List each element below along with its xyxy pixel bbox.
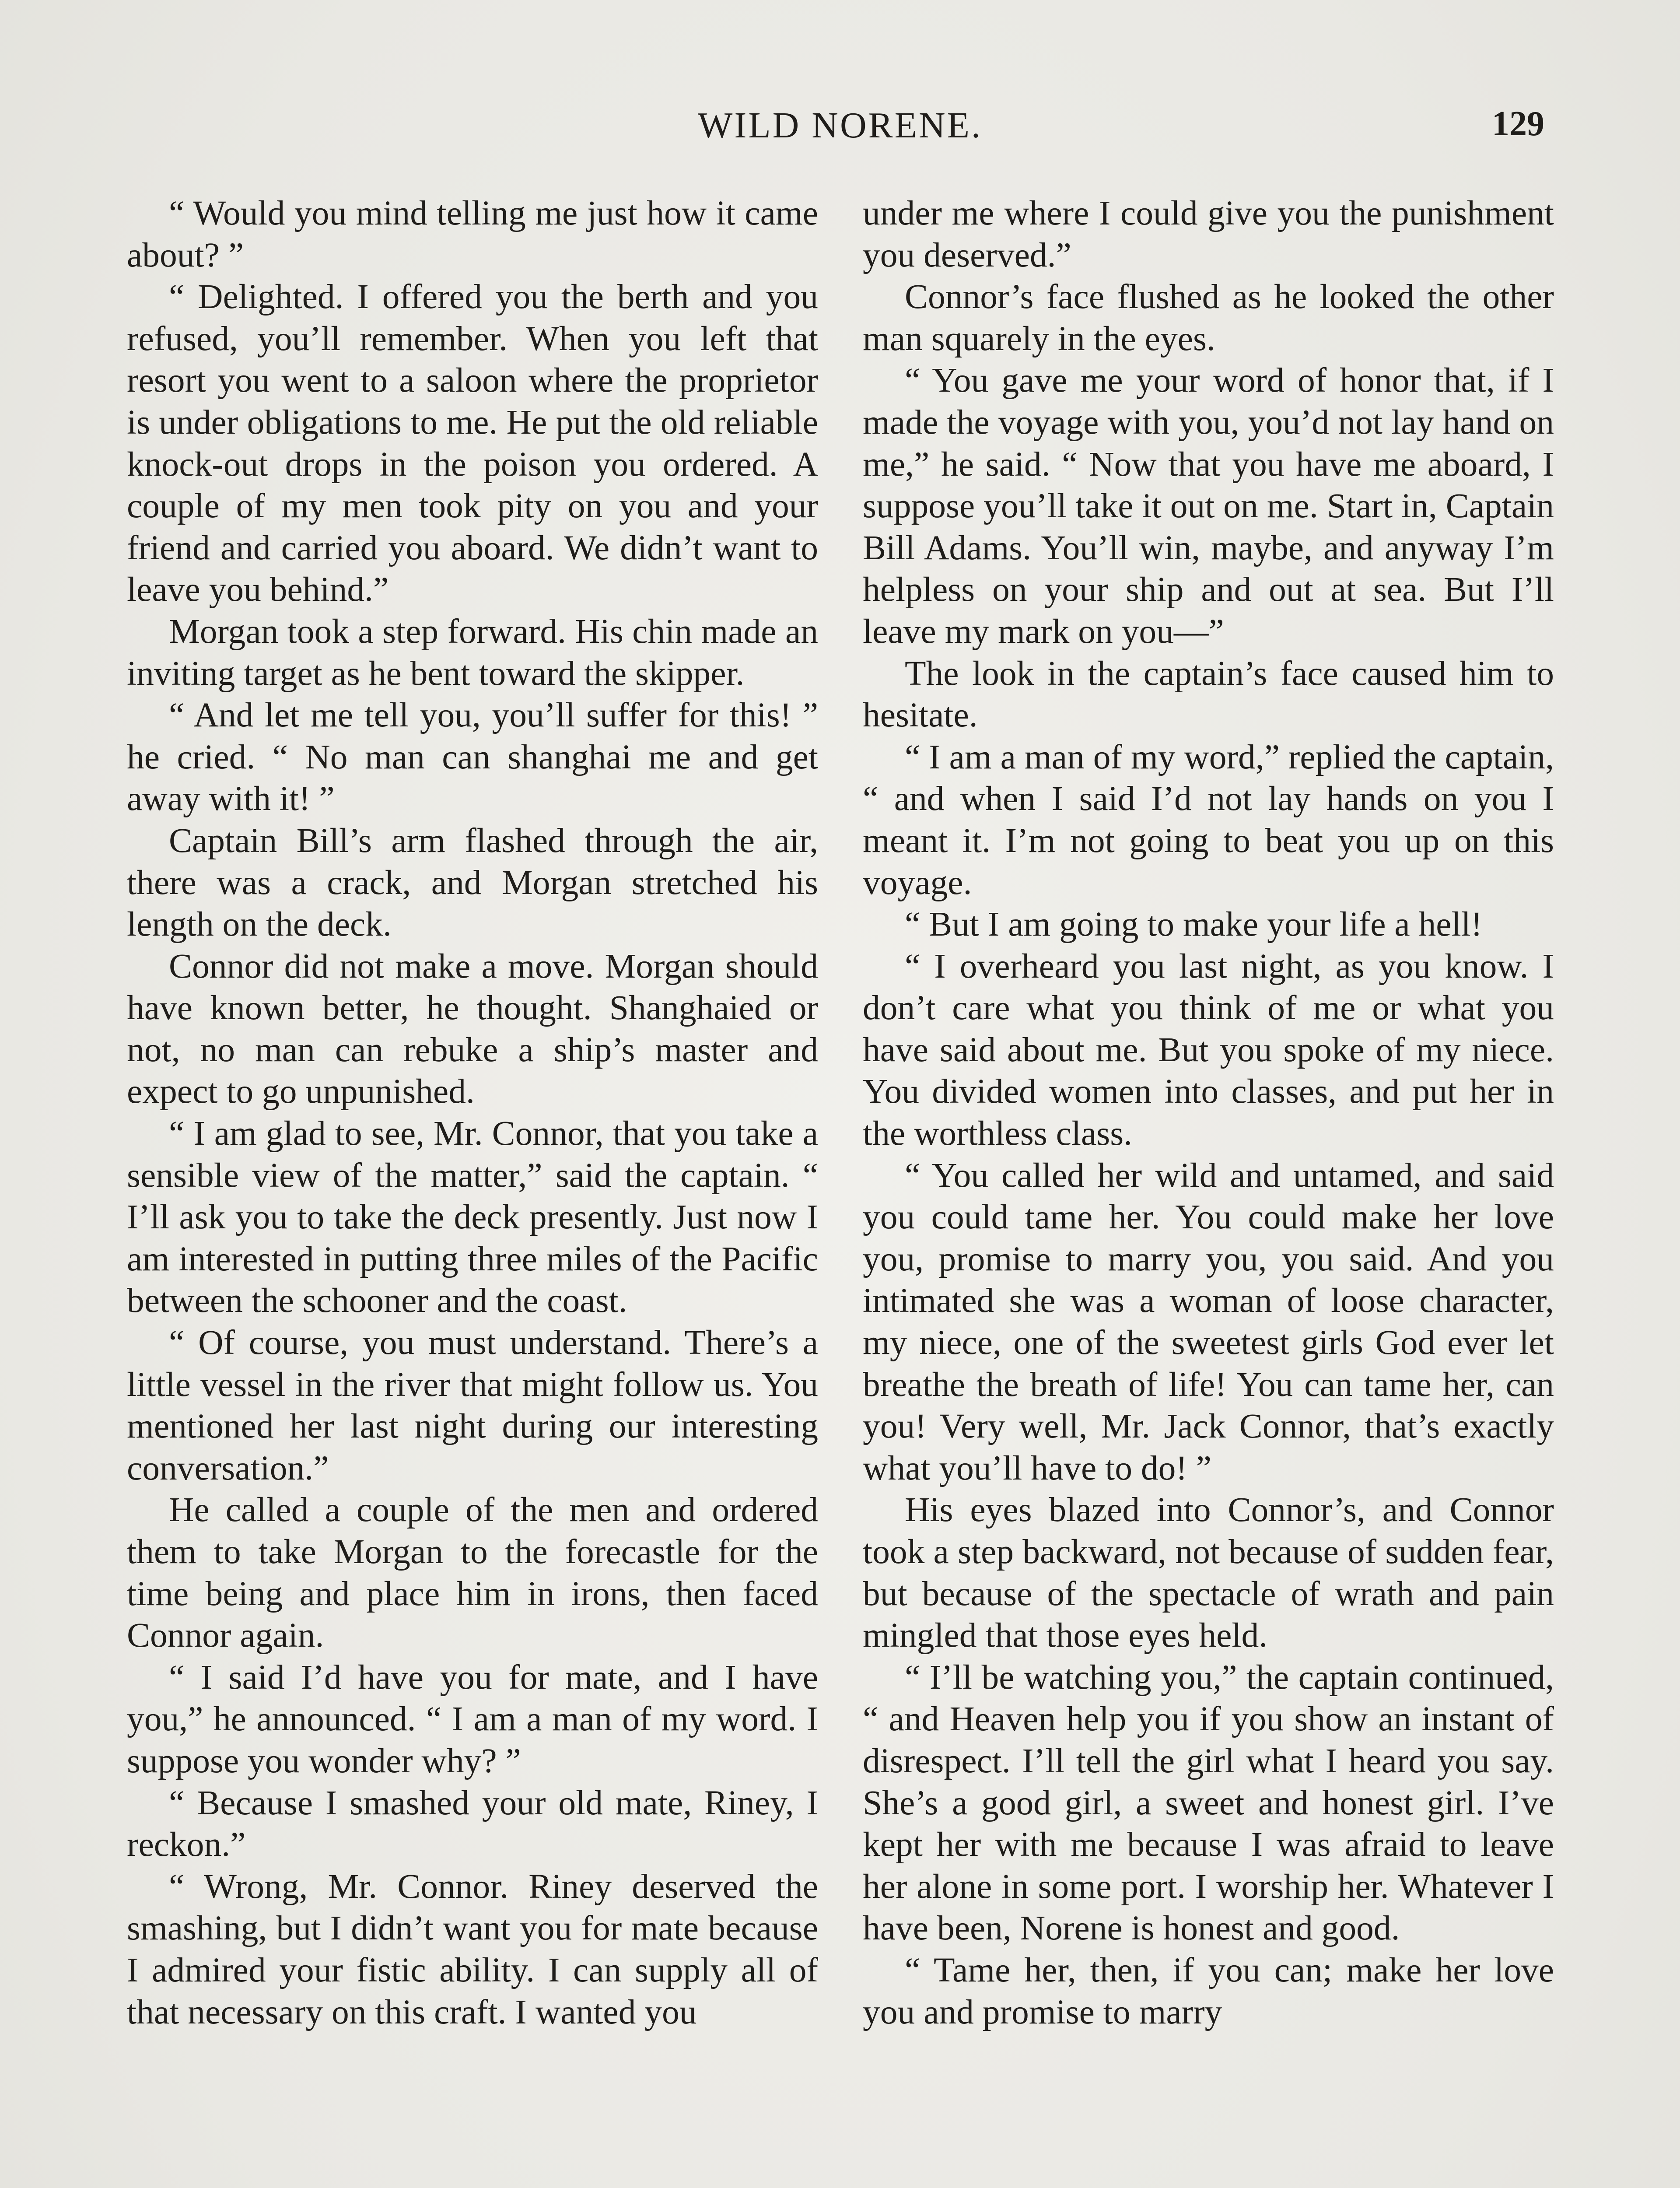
paragraph: “ Of course, you must understand. There’s a little vessel in the river that might follow us. You mentioned her last night during our interesting conversation.”	[127, 1323, 818, 1487]
page-number: 129	[1492, 105, 1544, 143]
paragraph: “ Tame her, then, if you can; make her love you and promise to marry	[863, 1950, 1554, 2031]
paragraph: “ Would you mind telling me just how it came about? ”	[127, 194, 818, 274]
paragraph: “ I’ll be watching you,” the captain continued, “ and Heaven help you if you show an instant of disrespect. I’ll tell the girl what I heard you say. She’s a good girl, a sweet and honest girl. I’ve kept her with me because I was afraid to leave her alone in some port. I worship her. Whatever I have been, Norene is honest and good.	[863, 1658, 1554, 1948]
paragraph: “ Because I smashed your old mate, Riney, I reckon.”	[127, 1783, 818, 1864]
paragraph-continuation: under me where I could give you the punishment you deserved.”	[863, 194, 1554, 274]
paragraph: “ Delighted. I offered you the berth and you refused, you’ll remember. When you left that resort you went to a saloon where the proprietor is under obligations to me. He put the old reliable knock-out drops in the poison you ordered. A couple of my men took pity on you and your friend and carried you aboard. We didn’t want to leave you behind.”	[127, 277, 818, 609]
paragraph: He called a couple of the men and ordered them to take Morgan to the forecastle for the time being and place him in irons, then faced Connor again.	[127, 1490, 818, 1655]
paragraph: His eyes blazed into Connor’s, and Connor took a step backward, not because of sudden fear, but because of the spectacle of wrath and pain mingled that those eyes held.	[863, 1490, 1554, 1655]
paragraph: “ And let me tell you, you’ll suffer for this! ” he cried. “ No man can shanghai me and get away with it! ”	[127, 696, 818, 818]
right-column	[863, 193, 1554, 2033]
paragraph: “ I am a man of my word,” replied the captain, “ and when I said I’d not lay hands on you I meant it. I’m not going to beat you up on this voyage.	[863, 737, 1554, 902]
left-column	[127, 193, 818, 2033]
paragraph: Connor did not make a move. Morgan should have known better, he thought. Shanghaied or not, no man can rebuke a ship’s master and expect to go unpunished.	[127, 947, 818, 1111]
paragraph: “ You called her wild and untamed, and said you could tame her. You could make her love you, promise to marry you, you said. And you intimated she was a woman of loose character, my niece, one of the sweetest girls God ever let breathe the breath of life! You can tame her, can you! Very well, Mr. Jack Connor, that’s exactly what you’ll have to do! ”	[863, 1156, 1554, 1487]
paragraph: “ I said I’d have you for mate, and I have you,” he announced. “ I am a man of my word. I suppose you wonder why? ”	[127, 1658, 818, 1780]
paragraph: Morgan took a step forward. His chin made an inviting target as he bent toward the skipper.	[127, 612, 818, 693]
paragraph: Captain Bill’s arm flashed through the air, there was a crack, and Morgan stretched his length on the deck.	[127, 821, 818, 944]
paragraph: “ Wrong, Mr. Connor. Riney deserved the smashing, but I didn’t want you for mate because I admired your fistic ability. I can supply all of that necessary on this craft. I wanted you	[127, 1867, 818, 2031]
paragraph: “ But I am going to make your life a hell!	[905, 905, 1483, 944]
running-title: WILD NORENE.	[698, 105, 982, 146]
paragraph: “ I am glad to see, Mr. Connor, that you take a sensible view of the matter,” said the captain. “ I’ll ask you to take the deck presently. Just now I am interested in putting three miles of the Pacific between the schooner and the coast.	[127, 1114, 818, 1320]
paragraph: The look in the captain’s face caused him to hesitate.	[863, 654, 1554, 735]
paragraph: Connor’s face flushed as he looked the other man squarely in the eyes.	[863, 277, 1554, 358]
paragraph: “ You gave me your word of honor that, if I made the voyage with you, you’d not lay hand on me,” he said. “ Now that you have me aboard, I suppose you’ll take it out on me. Start in, Captain Bill Adams. You’ll win, maybe, and anyway I’m helpless on your ship and out at sea. But I’ll leave my mark on you—”	[863, 361, 1554, 651]
paragraph: “ I overheard you last night, as you know. I don’t care what you think of me or what you have said about me. But you spoke of my niece. You divided women into classes, and put her in the worthless class.	[863, 947, 1554, 1153]
